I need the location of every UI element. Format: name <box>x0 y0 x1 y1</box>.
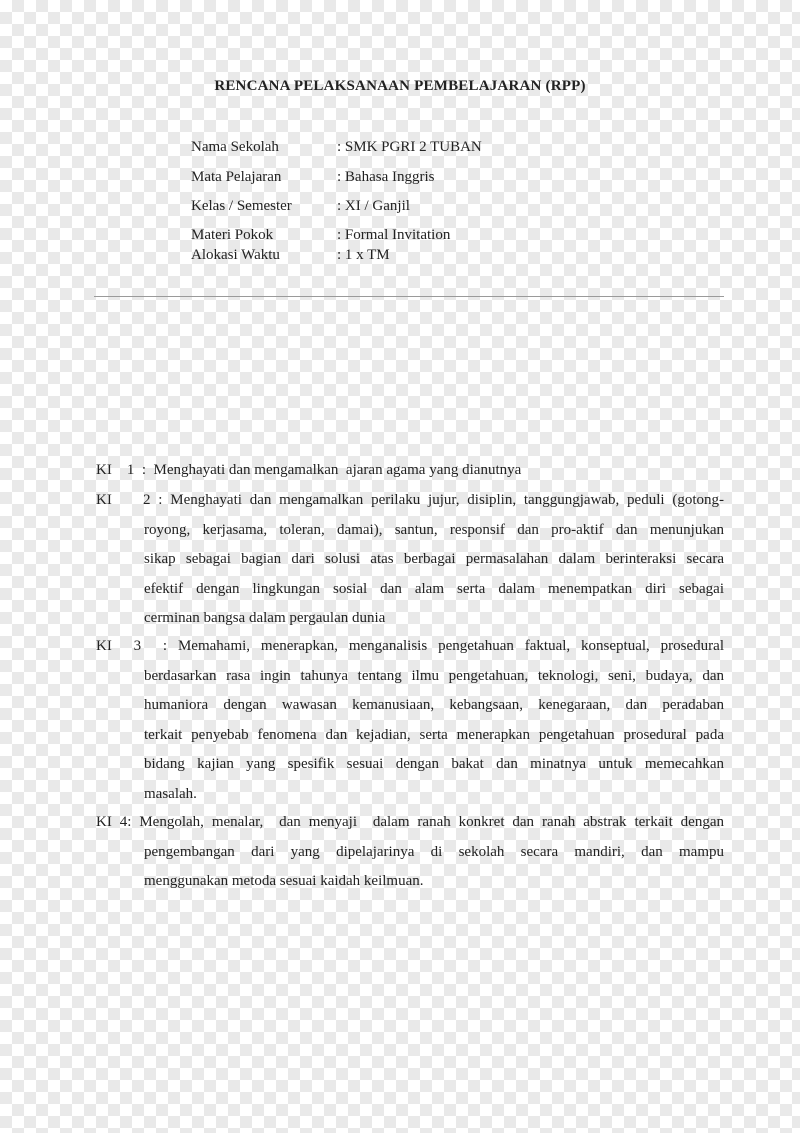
ki-line: berdasarkan rasa ingin tahunya tentang ilmu pengetahuan, teknologi, seni, budaya, dan <box>144 667 724 684</box>
ki-continuation <box>96 516 724 634</box>
ki-line: KI 4: Mengolah, menalar, dan menyaji dalam ranah konkret dan ranah abstrak terkait dengan <box>96 814 724 830</box>
ki-line: KI 3 : Memahami, menerapkan, menganalisis pengetahuan faktual, konseptual, prosedural <box>96 638 724 654</box>
info-label: Nama Sekolah <box>191 139 279 155</box>
info-label: Mata Pelajaran <box>191 169 282 185</box>
ki-4 <box>96 808 724 897</box>
ki-3 <box>96 632 724 809</box>
info-value: : 1 x TM <box>337 247 390 263</box>
info-value: : Formal Invitation <box>337 227 451 243</box>
ki-1 <box>96 456 724 486</box>
info-label: Alokasi Waktu <box>191 247 280 263</box>
info-value: : Bahasa Inggris <box>337 169 435 185</box>
info-label: Materi Pokok <box>191 227 274 243</box>
document-title: RENCANA PELAKSANAAN PEMBELAJARAN (RPP) <box>214 78 586 94</box>
ki-line: sikap sebagai bagian dari solusi atas berbagai permasalahan dalam berinteraksi secara <box>144 551 724 567</box>
ki-2 <box>96 486 724 634</box>
ki-line: KI 2 : Menghayati dan mengamalkan perilaku jujur, disiplin, tanggungjawab, peduli (gotong- <box>96 492 724 508</box>
info-label: Kelas / Semester <box>191 198 292 214</box>
divider-line <box>94 296 724 297</box>
ki-line: menggunakan metoda sesuai kaidah keilmuan. <box>144 873 424 889</box>
ki-line: bidang kajian yang spesifik sesuai dengan bakat dan minatnya untuk memecahkan <box>144 756 724 772</box>
ki-line: humaniora dengan wawasan kemanusiaan, kebangsaan, kenegaraan, dan peradaban <box>144 697 724 713</box>
ki-line: masalah. <box>144 785 197 802</box>
ki-line: cerminan bangsa dalam pergaulan dunia <box>144 610 386 626</box>
ki-line: KI 1 : Menghayati dan mengamalkan ajaran agama yang dianutnya <box>96 462 522 478</box>
ki-line: efektif dengan lingkungan sosial dan alam serta dalam menempatkan diri sebagai <box>144 580 724 597</box>
ki-line: pengembangan dari yang dipelajarinya di sekolah secara mandiri, dan mampu <box>144 843 724 860</box>
info-value: : XI / Ganjil <box>337 198 410 214</box>
ki-continuation <box>96 838 724 897</box>
info-value: : SMK PGRI 2 TUBAN <box>337 139 482 155</box>
ki-line: royong, kerjasama, toleran, damai), santun, responsif dan pro-aktif dan menunjukan <box>144 521 724 538</box>
ki-continuation <box>96 662 724 810</box>
ki-line: terkait penyebab fenomena dan kejadian, serta menerapkan pengetahuan prosedural pada <box>144 726 724 743</box>
